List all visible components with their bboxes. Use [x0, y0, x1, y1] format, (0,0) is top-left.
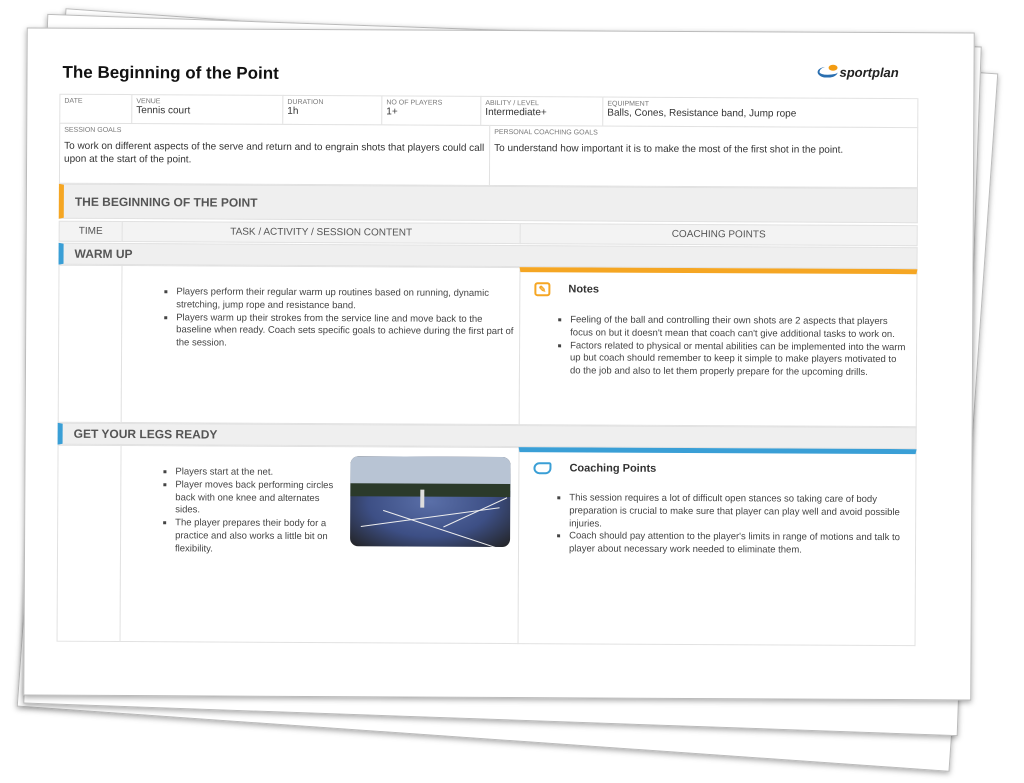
- page-title: The Beginning of the Point: [62, 62, 279, 83]
- info-duration: DURATION 1h: [282, 95, 382, 126]
- column-task: TASK / ACTIVITY / SESSION CONTENT: [122, 221, 521, 244]
- activity-header-warm-up: WARM UP: [59, 243, 918, 269]
- session-plan-page: [23, 28, 974, 701]
- panel-title: Coaching Points: [569, 462, 657, 475]
- notes-icon: ✎: [534, 282, 550, 296]
- notes-panel: ✎ Notes ▪ Feeling of the ball and controlling their own shots are 2 aspects that players focus on but it doesn't mean that coach can't give additional tasks to work on. ▪ Factors related to physical or mental abilities can be implemented into the warm up but coach should remember to keep it simple to make players motivated to do the job and also to let them properly prepare for the upcoming drills.: [519, 267, 918, 427]
- session-goals: SESSION GOALS To work on different aspects of the serve and return and to engrain shots that players could call upon at the start of the point.: [59, 123, 490, 186]
- coaching-goals: PERSONAL COACHING GOALS To understand how important it is to make the most of the first shot in the point.: [489, 125, 918, 188]
- column-coaching: COACHING POINTS: [520, 223, 918, 246]
- column-time: TIME: [59, 221, 123, 242]
- info-players: NO OF PLAYERS 1+: [381, 95, 481, 126]
- logo-text: sportplan: [839, 64, 899, 81]
- tennis-court-photo: [350, 456, 510, 547]
- info-venue: VENUE Tennis court: [131, 94, 283, 125]
- activity-time-cell: [58, 265, 123, 423]
- logo-swoosh-icon: [818, 67, 838, 78]
- info-ability: ABILITY / LEVEL Intermediate+: [480, 96, 603, 127]
- info-equipment: EQUIPMENT Balls, Cones, Resistance band, Jump rope: [602, 97, 918, 129]
- activity-content: ▪ Players perform their regular warm up routines based on running, dynamic stretching, jump rope and resistance band. ▪ Players warm up their strokes from the service line and move back to the baseline when ready. Coach sets specific goals to achieve during the first part of the session.: [121, 265, 521, 425]
- activity-time-cell: [57, 445, 122, 642]
- info-date: DATE: [59, 94, 132, 124]
- section-header: THE BEGINNING OF THE POINT: [59, 184, 918, 223]
- whistle-icon: [533, 462, 551, 474]
- activity-content: ▪ Players start at the net. ▪ Player moves back performing circles back with one knee and alternates sides. ▪ The player prepares their body for a practice and also works a little bit on flexibility.: [120, 445, 520, 644]
- panel-title: Notes: [568, 283, 599, 296]
- activity-header-legs: GET YOUR LEGS READY: [58, 423, 917, 449]
- coaching-points-panel: Coaching Points ▪ This session requires a lot of difficult open stances so taking care of body preparation is crucial to make sure that player can play well and avoid possible injuries. ▪ Coach should pay attention to the player's limits in range of motions and talk to player about necessary work needed to eliminate them.: [518, 447, 917, 646]
- sportplan-logo: [817, 65, 898, 80]
